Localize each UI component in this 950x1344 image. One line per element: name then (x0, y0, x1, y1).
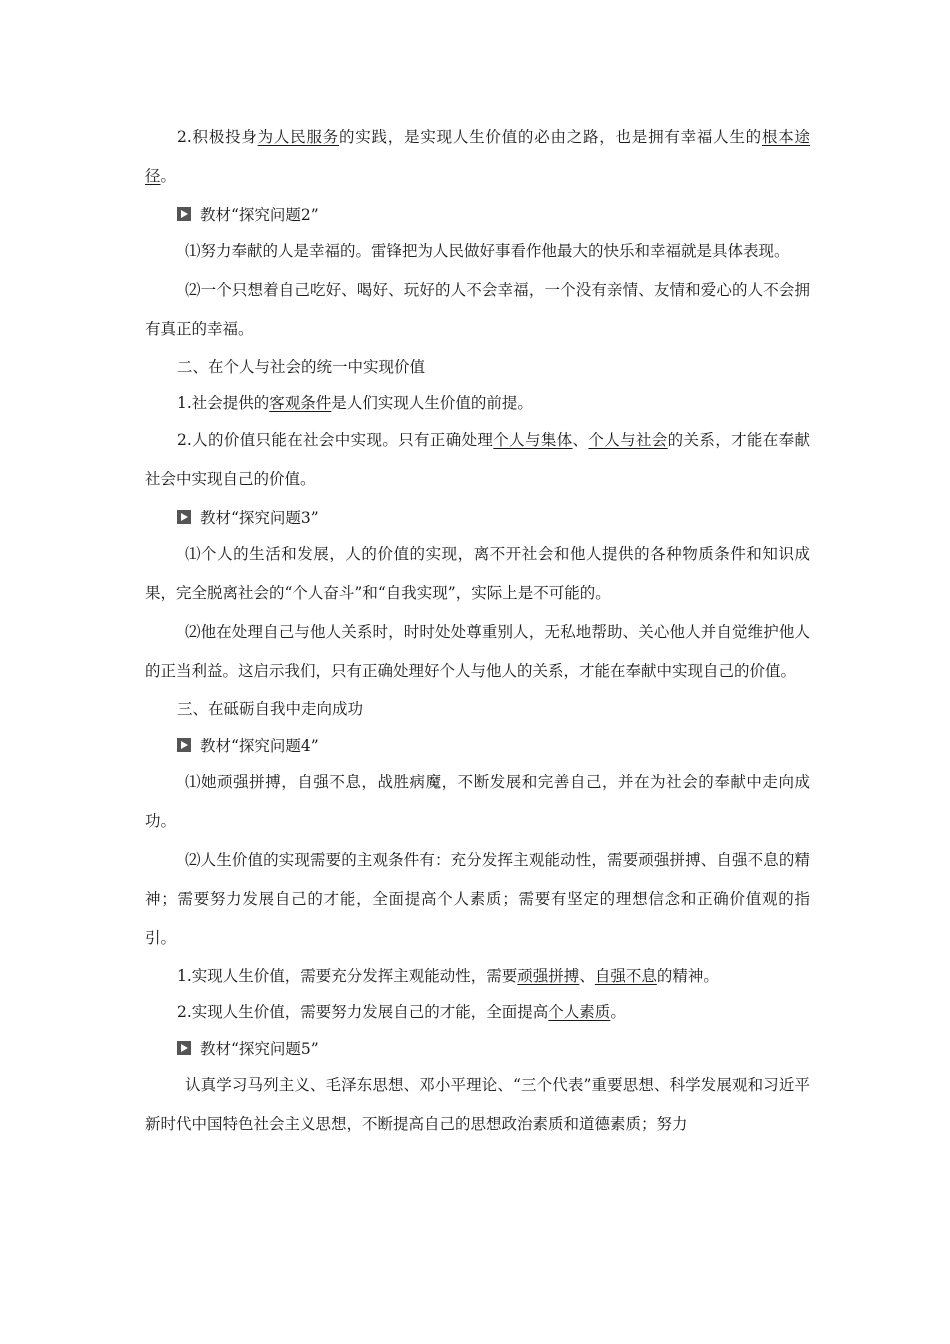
underlined-term: 为人民服务 (257, 128, 339, 146)
underlined-term: 个人与集体 (493, 431, 573, 449)
underlined-term: 顽强拼搏 (517, 967, 580, 985)
play-triangle-icon (177, 510, 191, 524)
textbook-question-tag-5: 教材“探究问题5” (145, 1030, 810, 1066)
play-triangle-icon (177, 738, 191, 752)
paragraph-personal-quality: 2.实现人生价值，需要努力发展自己的才能，全面提高个人素质。 (177, 1003, 626, 1021)
underlined-term: 个人素质 (548, 1003, 611, 1021)
play-triangle-icon (177, 1041, 191, 1055)
section-heading-2: 二、在个人与社会的统一中实现价值 (177, 358, 426, 376)
answer-3-2: ⑵他在处理自己与他人关系时，时时处处尊重别人，无私地帮助、关心他人并自觉维护他人的正当利益。这启示我们，只有正确处理好个人与他人的关系，才能在奉献中实现自己的价值。 (145, 623, 810, 680)
paragraph-practice-service: 2.积极投身为人民服务的实践，是实现人生价值的必由之路，也是拥有幸福人生的根本途径。 (145, 128, 810, 185)
answer-2-1: ⑴努力奉献的人是幸福的。雷锋把为人民做好事看作他最大的快乐和幸福就是具体表现。 (185, 242, 790, 260)
underlined-term: 客观条件 (269, 394, 332, 412)
textbook-question-tag-4: 教材“探究问题4” (145, 727, 810, 763)
textbook-question-tag-3: 教材“探究问题3” (145, 499, 810, 535)
answer-2-2: ⑵一个只想着自己吃好、喝好、玩好的人不会幸福，一个没有亲情、友情和爱心的人不会拥有真正的幸福。 (145, 281, 810, 338)
answer-4-2: ⑵人生价值的实现需要的主观条件有：充分发挥主观能动性，需要顽强拼搏、自强不息的精神；需要努力发展自己的才能，全面提高个人素质；需要有坚定的理想信念和正确价值观的指引。 (145, 851, 810, 947)
paragraph-subjective-effort: 1.实现人生价值，需要充分发挥主观能动性，需要顽强拼搏、自强不息的精神。 (177, 967, 719, 985)
answer-4-1: ⑴她顽强拼搏，自强不息，战胜病魔，不断发展和完善自己，并在为社会的奉献中走向成功。 (145, 773, 810, 830)
section-heading-3: 三、在砥砺自我中走向成功 (177, 700, 364, 718)
paragraph-value-in-society: 2.人的价值只能在社会中实现。只有正确处理个人与集体、个人与社会的关系，才能在奉献社会中实现自己的价值。 (145, 431, 810, 488)
textbook-question-tag-2: 教材“探究问题2” (145, 196, 810, 232)
underlined-term: 自强不息 (594, 967, 657, 985)
underlined-term: 个人与社会 (588, 431, 668, 449)
answer-3-1: ⑴个人的生活和发展，人的价值的实现，离不开社会和他人提供的各种物质条件和知识成果，完全脱离社会的“个人奋斗”和“自我实现”，实际上是不可能的。 (145, 545, 810, 602)
answer-5-1: 认真学习马列主义、毛泽东思想、邓小平理论、“三个代表”重要思想、科学发展观和习近平新时代中国特色社会主义思想，不断提高自己的思想政治素质和道德素质；努力 (145, 1076, 810, 1133)
underlined-term: 根本途径 (145, 128, 810, 185)
paragraph-objective-conditions: 1.社会提供的客观条件是人们实现人生价值的前提。 (177, 394, 533, 412)
play-triangle-icon (177, 207, 191, 221)
document-body (145, 118, 810, 1144)
